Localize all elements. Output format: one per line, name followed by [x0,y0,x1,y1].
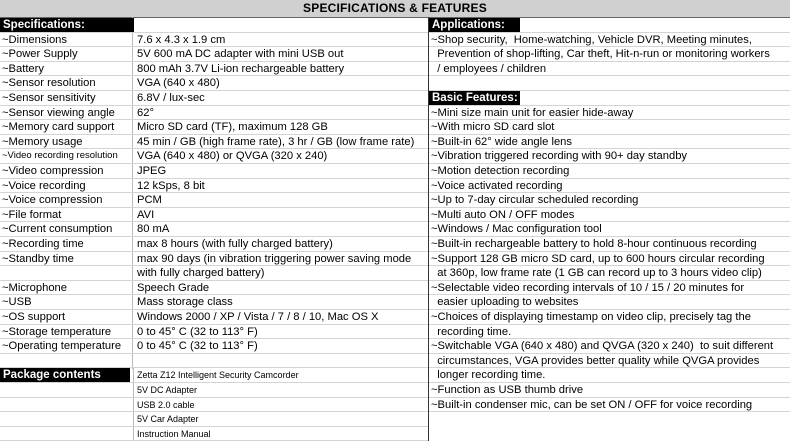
spec-label: ~Sensor sensitivity [2,92,96,104]
spec-row [0,339,428,354]
feature-text: ~Built-in condenser mic, can be set ON / OFF for voice recording [431,398,753,411]
feature-line [429,179,790,194]
spec-value: Speech Grade [137,281,210,294]
spec-row [0,193,428,208]
feature-line [429,222,790,237]
feature-line [429,339,790,354]
spec-label: ~Video compression [2,165,104,177]
spec-label: ~Sensor resolution [2,77,96,90]
spec-label: ~Power Supply [2,48,78,61]
spec-value: Micro SD card (TF), maximum 128 GB [137,121,328,134]
feature-text: at 360p, low frame rate (1 GB can record up to 3 hours video clip) [431,267,762,280]
application-line [429,47,790,62]
package-item: Instruction Manual [137,428,211,439]
package-row [0,412,428,427]
spec-label: ~Standby time [2,252,74,265]
spec-row [0,222,428,237]
applications-header-row [429,18,790,33]
spec-row [0,47,428,62]
spec-label: ~Voice compression [2,194,103,207]
feature-text: ~Voice activated recording [431,179,563,192]
feature-line [429,106,790,121]
spec-row [0,252,428,267]
feature-text: circumstances, VGA provides better quality while QVGA provides [431,354,760,367]
feature-line [429,310,790,325]
feature-text: ~Support 128 GB micro SD card, up to 600 hours circular recording [431,252,765,265]
spec-label [0,266,132,280]
spec-label: ~Storage temperature [2,325,112,338]
feature-text: ~Selectable video recording intervals of 10 / 15 / 20 minutes for [431,281,745,294]
feature-text: ~Mini size main unit for easier hide-away [431,106,634,119]
package-item: Zetta Z12 Intelligent Security Camcorder [137,370,299,381]
feature-line [429,237,790,252]
spec-row [0,295,428,310]
package-row [0,398,428,413]
spec-row [0,135,428,150]
feature-text: ~Windows / Mac configuration tool [431,223,602,236]
spec-label: ~Video recording resolution [2,150,118,162]
spec-row [0,325,428,340]
spec-label: ~USB [2,296,32,309]
spec-value: AVI [137,208,155,221]
feature-line [429,281,790,296]
package-row [0,427,428,441]
spec-row [0,91,428,106]
package-item: USB 2.0 cable [137,399,195,410]
spec-value: 45 min / GB (high frame rate), 3 hr / GB (low frame rate) [137,135,415,148]
spec-value: 62° [137,106,154,119]
feature-text: ~Multi auto ON / OFF modes [431,208,575,221]
spec-value: 80 mA [137,223,170,236]
features-header-row [429,91,790,106]
feature-line [429,325,790,340]
applications-header: Applications: [429,18,520,32]
feature-text: ~Up to 7-day circular scheduled recording [431,194,639,207]
spec-label: ~Battery [2,62,44,75]
feature-line [429,295,790,310]
spec-row [0,62,428,77]
spec-row [0,76,428,91]
spec-row [0,266,428,281]
feature-text: ~Choices of displaying timestamp on video clip, precisely tag the [431,311,751,323]
feature-text: longer recording time. [431,369,546,382]
feature-line [429,266,790,281]
feature-text: recording time. [431,325,512,338]
specs-header: Specifications: [0,18,134,32]
spec-row [0,281,428,296]
spec-row [0,149,428,164]
feature-line [429,368,790,383]
spec-label: ~Memory card support [2,121,115,134]
feature-line [429,398,790,413]
feature-line [429,193,790,208]
spec-label: ~Voice recording [2,179,86,192]
application-line [429,62,790,77]
package-row [0,368,428,383]
spec-value: 7.6 x 4.3 x 1.9 cm [137,33,226,46]
spec-label: ~Sensor viewing angle [2,106,115,119]
spec-value: 800 mAh 3.7V Li-ion rechargeable battery [137,62,345,75]
spec-label: ~Operating temperature [2,340,122,353]
feature-text: ~Motion detection recording [431,165,570,177]
feature-line [429,252,790,267]
spec-value: max 8 hours (with fully charged battery) [137,238,333,250]
spec-label: ~Recording time [2,238,84,250]
feature-line [429,208,790,223]
spec-value: 6.8V / lux-sec [137,92,205,104]
spec-label: ~Current consumption [2,223,113,236]
spec-value: VGA (640 x 480) or QVGA (320 x 240) [137,150,328,163]
blank-row [429,76,790,91]
specs-header-row [0,18,428,33]
spec-label: ~Dimensions [2,33,67,46]
blank-row [0,354,428,369]
spec-row [0,33,428,48]
spec-value: Mass storage class [137,296,233,309]
package-item: 5V Car Adapter [137,414,199,425]
feature-line [429,149,790,164]
application-line [429,33,790,48]
spec-value: 5V 600 mA DC adapter with mini USB out [137,48,344,61]
feature-line [429,354,790,369]
spec-value: 12 kSps, 8 bit [137,179,205,192]
package-row [0,383,428,398]
feature-line [429,120,790,135]
feature-line [429,383,790,398]
spec-value: PCM [137,194,162,207]
feature-text: ~Switchable VGA (640 x 480) and QVGA (320 x 240) to suit different [431,340,774,353]
sheet-title: SPECIFICATIONS & FEATURES [0,0,790,18]
spec-row [0,120,428,135]
spec-row [0,164,428,179]
spec-row [0,106,428,121]
application-text: Prevention of shop-lifting, Car theft, Hit-n-run or monitoring workers [431,48,770,61]
features-header: Basic Features: [429,91,520,105]
spec-value: VGA (640 x 480) [137,77,220,90]
spec-label: ~OS support [2,311,66,323]
spec-value: 0 to 45° C (32 to 113° F) [137,340,258,353]
spec-value: with fully charged battery) [137,267,265,280]
spec-row [0,179,428,194]
package-item: 5V DC Adapter [137,385,198,395]
spec-row [0,310,428,325]
spec-value: 0 to 45° C (32 to 113° F) [137,325,258,338]
spec-value: JPEG [137,165,167,177]
application-text: ~Shop security, Home-watching, Vehicle DVR, Meeting minutes, [431,33,752,46]
spec-value: max 90 days (in vibration triggering power saving mode [137,252,412,265]
feature-text: ~With micro SD card slot [431,121,555,134]
feature-line [429,135,790,150]
feature-line [429,164,790,179]
feature-text: ~Vibration triggered recording with 90+ day standby [431,150,688,163]
spec-row [0,208,428,223]
application-text: / employees / children [431,62,547,75]
feature-text: ~Built-in 62° wide angle lens [431,135,572,148]
feature-text: ~Built-in rechargeable battery to hold 8-hour continuous recording [431,238,757,250]
spec-label: ~File format [2,208,62,221]
package-header: Package contents [0,368,130,382]
feature-text: ~Function as USB thumb drive [431,384,584,396]
spec-label: ~Microphone [2,281,67,294]
feature-text: easier uploading to websites [431,296,579,309]
spec-row [0,237,428,252]
spec-label: ~Memory usage [2,135,83,148]
spec-value: Windows 2000 / XP / Vista / 7 / 8 / 10, Mac OS X [137,311,379,323]
